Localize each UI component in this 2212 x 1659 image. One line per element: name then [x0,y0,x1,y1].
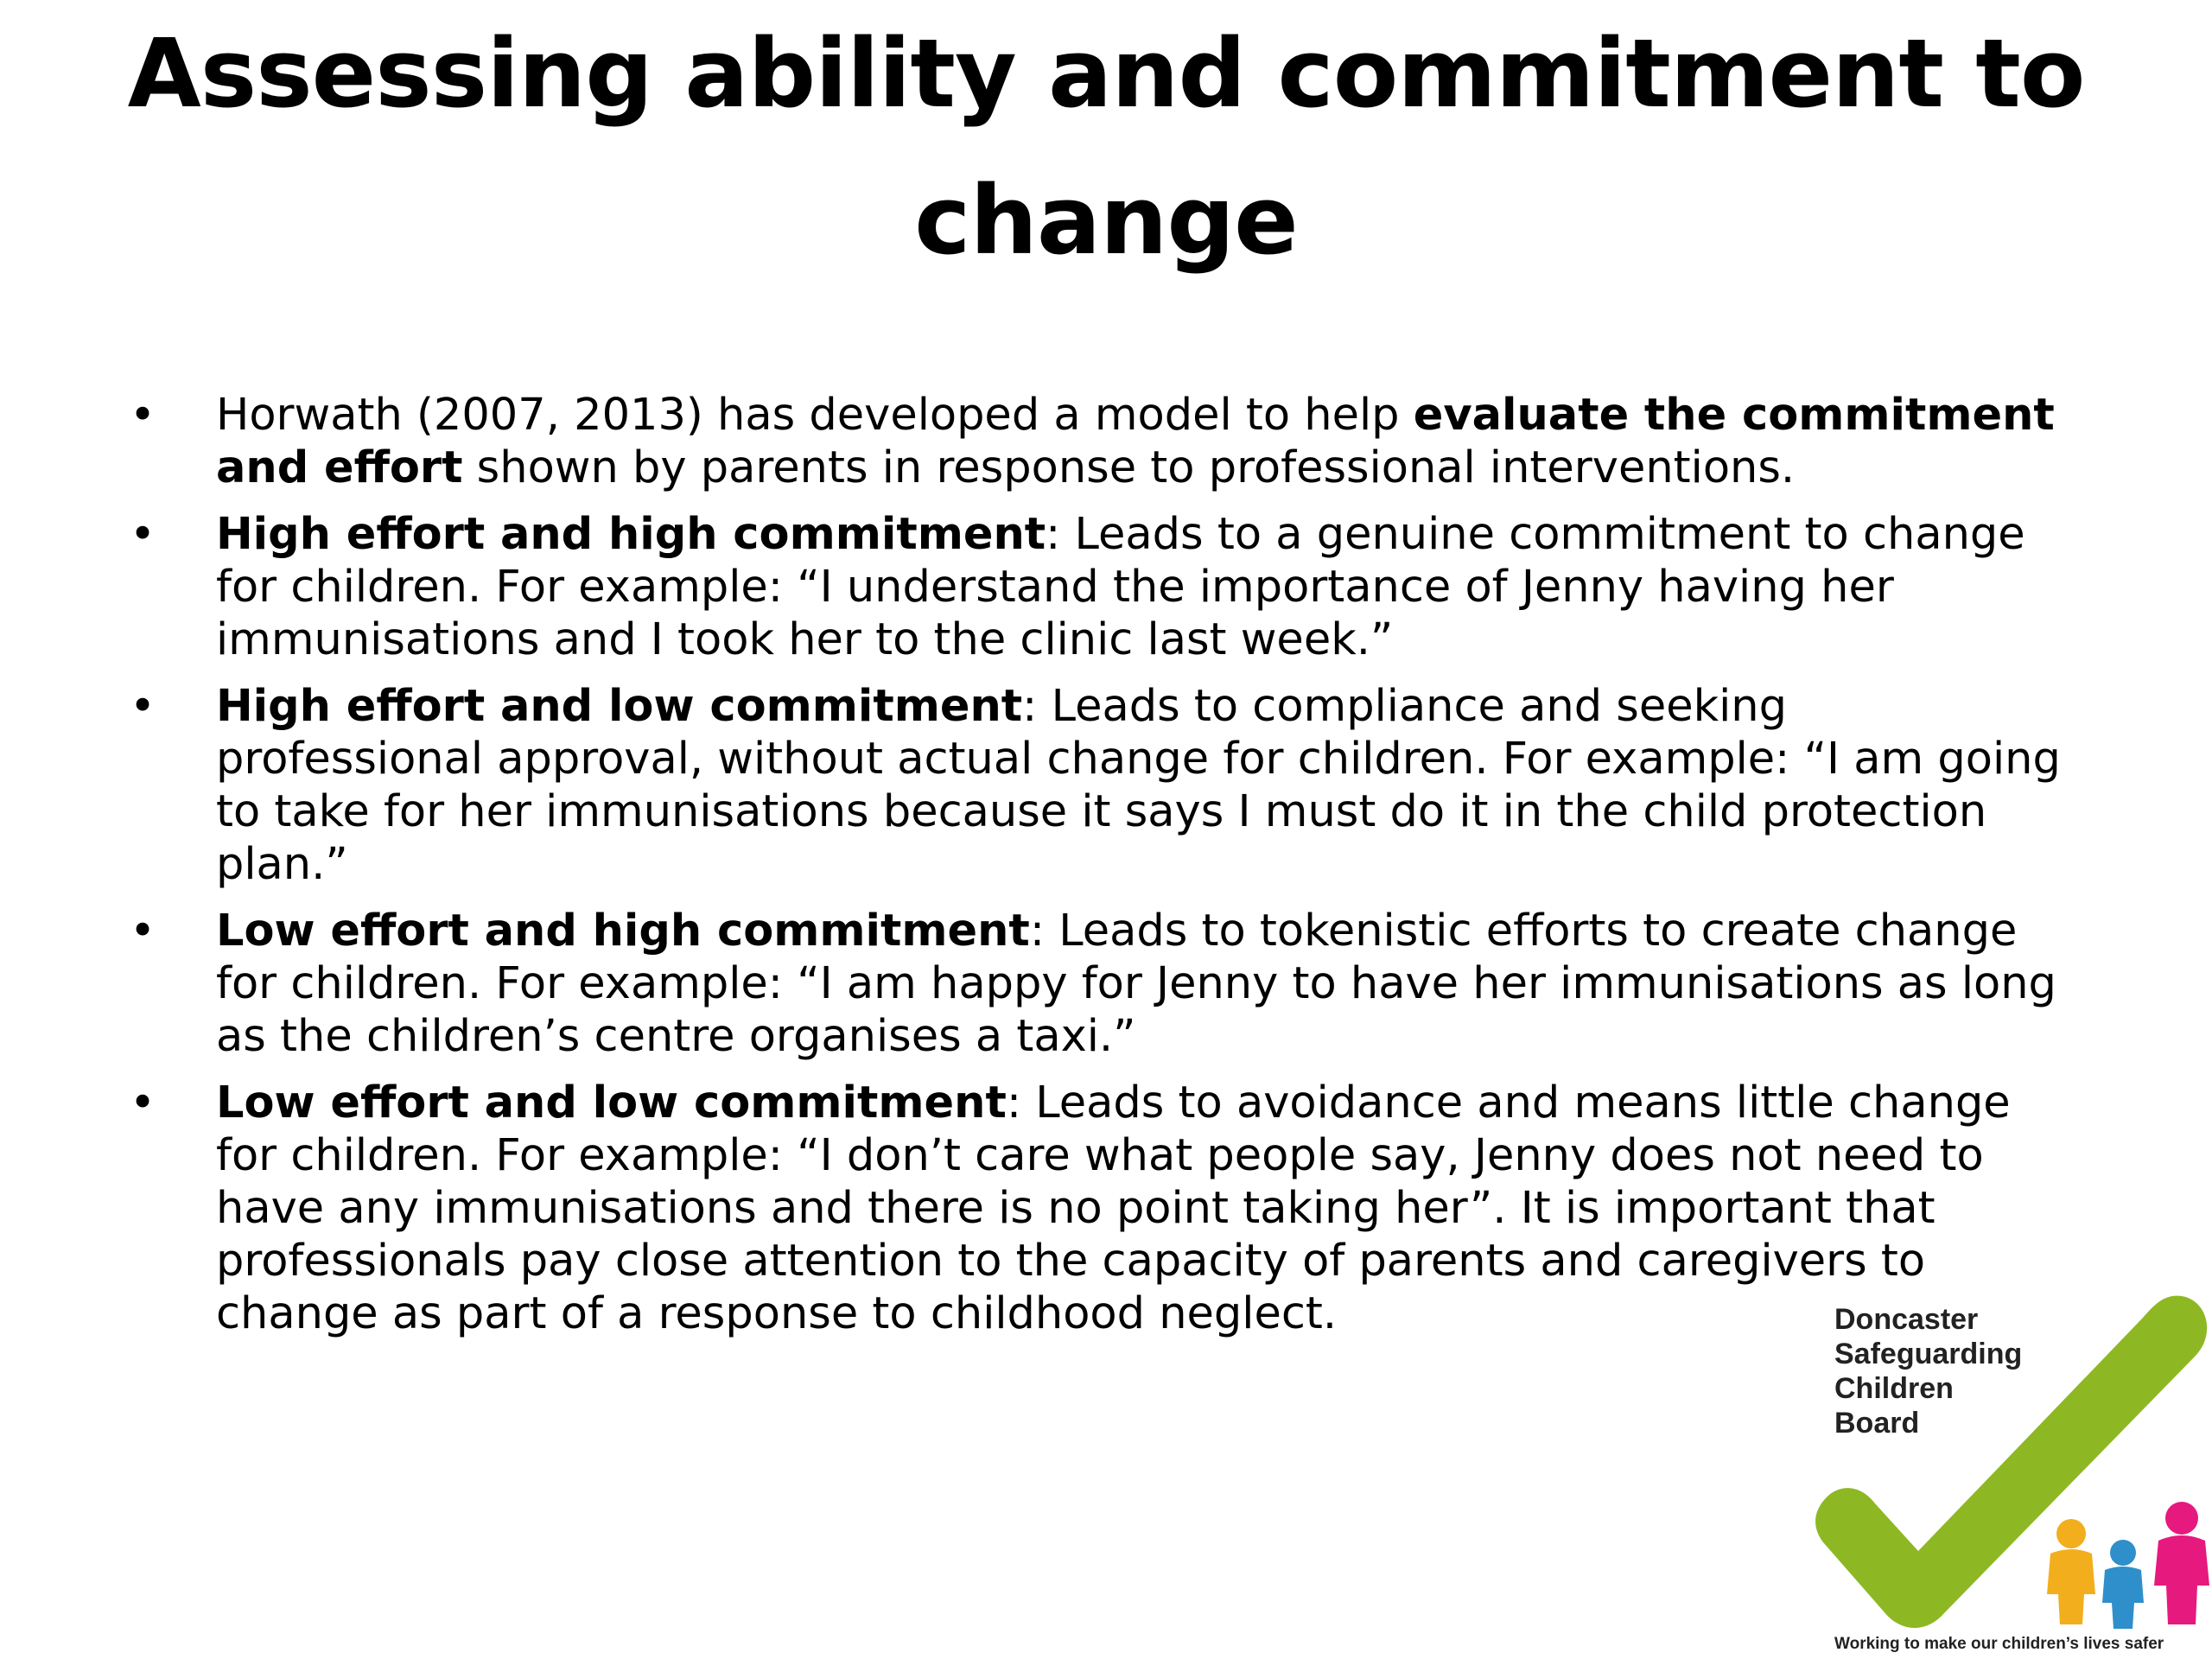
bullet-text-bold: evaluate the commitment and effort [216,390,2055,493]
logo-figure-pink-head [2165,1502,2198,1535]
logo-figure-yellow-body [2047,1549,2095,1624]
bullet-text-bold: Low effort and high commitment [216,906,1030,957]
logo-org-line-4: Board [1834,1407,1920,1440]
logo-org-line-2: Safeguarding [1834,1338,2023,1370]
bullet-text [216,1077,2011,1339]
bullet-item-low-effort-low-commitment [130,1077,2065,1340]
logo-figure-yellow-head [2056,1519,2086,1548]
bullet-text [216,681,2061,890]
bullet-text-bold: Low effort and low commitment [216,1077,1007,1128]
logo-figure-pink-body [2154,1535,2209,1624]
bullet-text-plain: : Leads to compliance and seeking professional approval, without actual change for children. For example: “I am going to take for her immunisations because it says I must do it in the child protection plan.” [216,681,2061,890]
slide-title-line-2: change [914,165,1298,276]
slide-title-line-1: Assessing ability and commitment to [127,18,2085,129]
logo-org-line-1: Doncaster [1834,1303,1979,1336]
bullet-text [216,390,2055,493]
logo-figure-blue-body [2102,1567,2144,1629]
bullet-text-bold: High effort and high commitment [216,509,1046,560]
slide-title [0,0,2212,294]
bullet-text-plain: : Leads to tokenistic efforts to create change for children. For example: “I am happy for Jenny to have her immunisations as long as the children’s centre organises a taxi.” [216,906,2056,1062]
logo-org-name [1834,1302,2059,1440]
bullet-text [216,906,2056,1062]
bullet-text-plain: Horwath (2007, 2013) has developed a model to help [216,390,1414,441]
bullet-dot: • [130,906,156,957]
bullet-text-plain: : Leads to a genuine commitment to change for children. For example: “I understand the importance of Jenny having her immunisations and I took her to the clinic last week.” [216,509,2025,665]
bullet-text-plain: : Leads to avoidance and means little change for children. For example: “I don’t care what people say, Jenny does not need to have any immunisations and there is no point taking her”. It is important that professionals pay close attention to the capacity of parents and caregivers to change as part of a response to childhood neglect. [216,1077,2011,1339]
bullet-dot: • [130,509,156,560]
logo-tagline: Working to make our children’s lives safer [1834,1635,2164,1653]
bullet-item-high-effort-low-commitment [130,680,2065,891]
bullet-dot: • [130,390,156,441]
bullet-item-low-effort-high-commitment [130,905,2065,1063]
bullet-text [216,509,2025,665]
bullet-text-bold: High effort and low commitment [216,681,1023,732]
dscb-logo [1810,1292,2212,1659]
bullet-list [130,389,2065,1354]
logo-figure-blue-head [2110,1540,2136,1566]
bullet-item-horwath-model [130,389,2065,494]
bullet-dot: • [130,1077,156,1128]
bullet-dot: • [130,681,156,732]
bullet-item-high-effort-high-commitment [130,508,2065,666]
bullet-text-plain: shown by parents in response to professional interventions. [462,442,1796,493]
logo-org-line-3: Children [1834,1372,1954,1405]
